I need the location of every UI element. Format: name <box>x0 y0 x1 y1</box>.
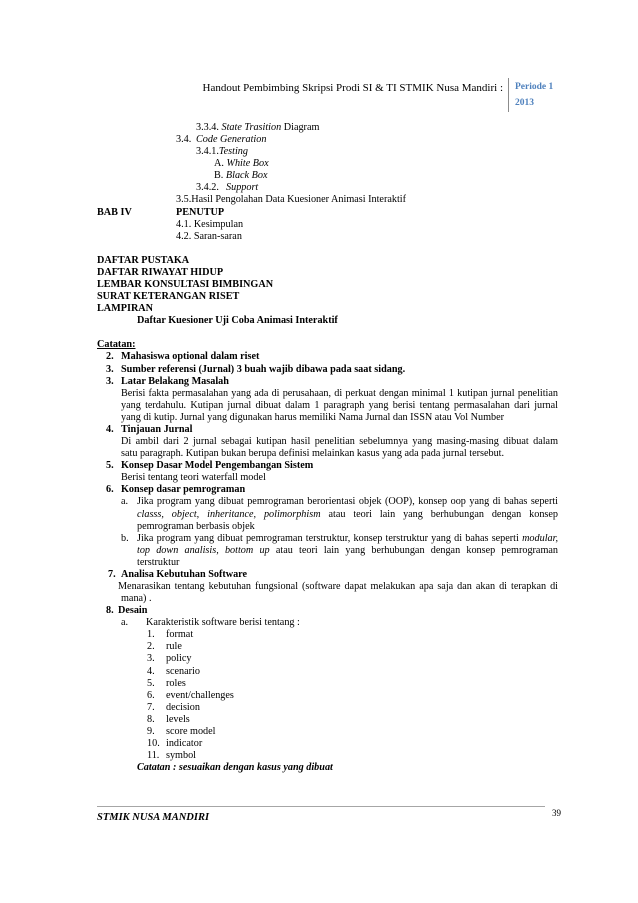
note-number: 3. <box>106 375 114 387</box>
lampiran-item: Daftar Kuesioner Uji Coba Animasi Interaktif <box>137 315 338 327</box>
note-title: Analisa Kebutuhan Software <box>121 568 248 580</box>
outline-entry-3-5: 3.5.Hasil Pengolahan Data Kuesioner Animasi Interaktif <box>176 194 407 206</box>
note-subitem-line <box>0 545 558 557</box>
list-item <box>0 690 558 702</box>
outline-number: A. <box>214 158 224 170</box>
outline-title-italic: State Trasition <box>221 122 282 133</box>
notes-heading-text: Catatan: <box>97 339 136 351</box>
note-subitem-line: terstruktur <box>137 556 180 568</box>
list-item <box>0 678 558 690</box>
list-item <box>0 714 558 726</box>
outline-title-rest: Diagram <box>283 122 320 133</box>
note-body-line: Berisi tentang teori waterfall model <box>121 472 266 484</box>
note-item-2 <box>0 351 558 363</box>
header-year: 2013 <box>515 98 534 108</box>
subitem-text <box>137 533 558 545</box>
outline-entry-3-4-2 <box>0 182 558 194</box>
note-number: 8. <box>106 605 114 617</box>
outline-entry-4-2: 4.2. Saran-saran <box>176 230 242 242</box>
outline-entry-black-box <box>0 170 558 182</box>
list-text: symbol <box>166 750 197 762</box>
note-item-referensi <box>0 364 558 376</box>
note-item-analisa-kebutuhan <box>0 569 558 581</box>
list-number: 2. <box>147 641 155 653</box>
note-number: 6. <box>106 484 114 496</box>
header-period: Periode 1 <box>515 82 554 92</box>
list-number: 7. <box>147 701 155 713</box>
footer-divider <box>97 806 545 807</box>
page-number: 39 <box>552 808 561 818</box>
list-number: 4. <box>147 665 155 677</box>
note-item-desain <box>0 605 558 617</box>
subitem-text-part: Jika program yang dibuat pemrograman terstruktur, konsep terstruktur yang di bahas seperti <box>137 532 519 544</box>
note-item-konsep-pemrograman <box>0 484 558 496</box>
list-text: rule <box>166 641 182 653</box>
note-number: 5. <box>106 460 114 472</box>
list-number: 6. <box>147 689 155 701</box>
note-body-line: yang terdahulu. Kutipan jurnal dibuat dalam 1 paragraph yang berisi tentang permasalahan dari jurnal <box>121 399 558 411</box>
note-title: Konsep dasar pemrograman <box>121 484 246 496</box>
note-body-line: Di ambil dari 2 jurnal sebagai kutipan hasil penelitian sebelumnya yang masing-masing dibuat dalam <box>121 436 558 448</box>
note-body-line: satu paragraph. Kutipan bukan berupa definisi melainkan kasus yang ada pada jurnal tersebut. <box>121 448 505 460</box>
outline-number: 3.4.2. <box>196 182 219 194</box>
back-matter-item: DAFTAR PUSTAKA <box>97 254 190 266</box>
list-number: 9. <box>147 725 155 737</box>
outline-entry-3-3-4 <box>0 122 558 134</box>
outline-title: Code Generation <box>196 134 267 146</box>
chapter-title: PENUTUP <box>176 206 225 218</box>
note-number: 2. <box>106 351 114 363</box>
subitem-text: Jika program yang dibuat pemrograman berorientasi objek (OOP), konsep oop yang di bahas seperti <box>137 496 558 508</box>
design-remark-text: Catatan : sesuaikan dengan kasus yang dibuat <box>137 762 333 774</box>
outline-title: White Box <box>226 158 269 170</box>
list-text: event/challenges <box>166 689 234 701</box>
note-subitem-karakteristik <box>0 617 558 629</box>
notes-heading <box>0 339 558 351</box>
list-number: 11. <box>147 750 160 762</box>
list-text: score model <box>166 725 216 737</box>
outline-entry-3-4 <box>0 134 558 146</box>
note-title: Latar Belakang Masalah <box>121 375 229 387</box>
list-number: 10. <box>147 737 160 749</box>
list-text: format <box>166 629 194 641</box>
blank-line <box>0 243 558 255</box>
note-title: Konsep Dasar Model Pengembangan Sistem <box>121 460 314 472</box>
note-body-line: mana) . <box>121 593 152 605</box>
outline-chapter-bab-iv <box>0 207 558 219</box>
footer-organization: STMIK NUSA MANDIRI <box>97 812 210 823</box>
chapter-label: BAB IV <box>97 206 132 218</box>
list-text: indicator <box>166 737 203 749</box>
design-remark <box>0 762 558 774</box>
list-text: policy <box>166 653 192 665</box>
note-body-line: Berisi fakta permasalahan yang ada di perusahaan, di perkuat dengan minimal 1 kutipan jurnal penelitian <box>121 387 558 399</box>
list-item <box>0 666 558 678</box>
note-number: 4. <box>106 423 114 435</box>
list-text: roles <box>166 677 186 689</box>
blank-line <box>0 327 558 339</box>
note-item-latar-belakang <box>0 376 558 388</box>
note-subitem-oop <box>0 496 558 508</box>
structured-concepts-italic: top down analisis, bottom up <box>137 544 270 556</box>
subitem-text: atau teori lain yang berhubungan dengan konsep pemrograman <box>275 544 558 556</box>
list-text: decision <box>166 701 200 713</box>
outline-entry-white-box <box>0 158 558 170</box>
header-title: Handout Pembimbing Skripsi Prodi SI & TI STMIK Nusa Mandiri : <box>202 82 503 94</box>
note-body-line: Menarasikan tentang kebutuhan fungsional (software dapat melakukan apa saja dan akan di terapkan di <box>118 580 558 592</box>
list-item <box>0 738 558 750</box>
list-number: 5. <box>147 677 155 689</box>
outline-title: Black Box <box>225 170 268 182</box>
list-number: 8. <box>147 713 155 725</box>
outline-title: Support <box>226 182 259 194</box>
note-subitem-terstruktur <box>0 533 558 545</box>
outline-title: Testing <box>218 146 248 158</box>
outline-entry-4-1: 4.1. Kesimpulan <box>176 218 244 230</box>
list-item <box>0 750 558 762</box>
subitem-label: a. <box>121 496 129 508</box>
list-item <box>0 641 558 653</box>
outline-entry-3-4-1 <box>0 146 558 158</box>
list-item <box>0 653 558 665</box>
outline-number: 3.3.4. <box>196 122 219 133</box>
list-item <box>0 629 558 641</box>
header-divider <box>508 78 509 112</box>
subitem-label: b. <box>121 532 129 544</box>
outline-number: B. <box>214 170 224 182</box>
list-text: levels <box>166 713 190 725</box>
note-number: 3. <box>106 363 114 375</box>
list-item <box>0 702 558 714</box>
page-body <box>0 122 558 774</box>
outline-number: 3.4. <box>176 134 192 146</box>
back-matter-item: SURAT KETERANGAN RISET <box>97 291 240 303</box>
list-text: scenario <box>166 665 200 677</box>
note-title: Mahasiswa optional dalam riset <box>121 351 260 363</box>
note-number: 7. <box>108 568 116 580</box>
note-item-tinjauan-jurnal <box>0 424 558 436</box>
list-item <box>0 726 558 738</box>
note-title: Sumber referensi (Jurnal) 3 buah wajib dibawa pada saat sidang. <box>121 363 406 375</box>
note-subitem-line: pemrograman berbasis objek <box>137 520 255 532</box>
back-matter-item: LEMBAR KONSULTASI BIMBINGAN <box>97 279 274 291</box>
back-matter-item: DAFTAR RIWAYAT HIDUP <box>97 266 224 278</box>
back-matter-item: LAMPIRAN <box>97 303 154 315</box>
list-number: 1. <box>147 629 155 641</box>
subitem-label: a. <box>121 617 129 629</box>
note-title: Desain <box>118 605 148 617</box>
note-subitem-line <box>0 509 558 521</box>
note-item-konsep-dasar-model <box>0 460 558 472</box>
note-title: Tinjauan Jurnal <box>121 423 193 435</box>
list-number: 3. <box>147 653 155 665</box>
structured-concepts-italic: modular, <box>522 532 558 544</box>
oop-concepts-italic: classs, object, inheritance, polimorphism <box>137 508 321 520</box>
subitem-text: atau teori lain yang berhubungan dengan konsep <box>328 508 558 520</box>
note-body-line: yang di kutip. Jurnal yang digunakan harus memiliki Nama Jurnal dan ISSN atau Vol Number <box>121 411 505 423</box>
outline-number: 3.4.1. <box>196 146 219 158</box>
subitem-text: Karakteristik software berisi tentang : <box>146 617 300 629</box>
